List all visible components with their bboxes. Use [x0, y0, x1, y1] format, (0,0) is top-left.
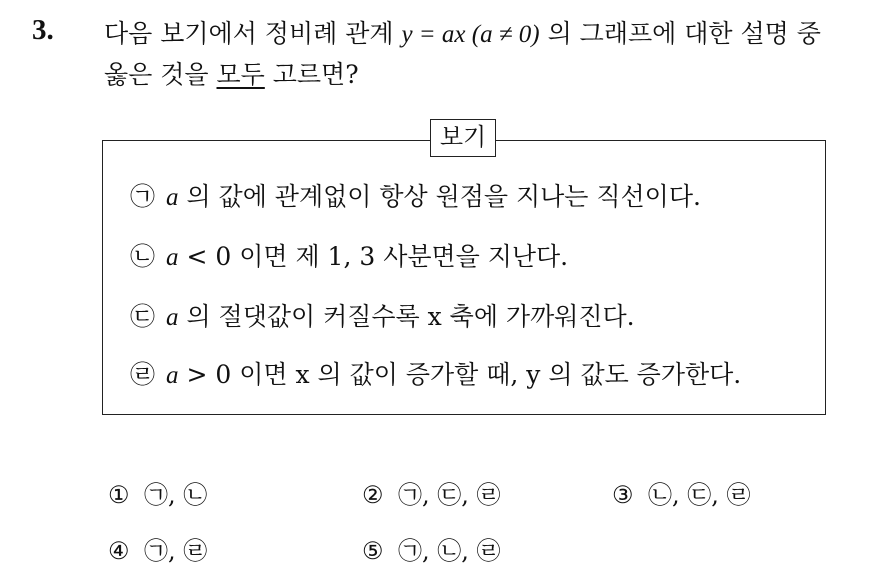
statement-text: 의 절댓값이 커질수록 x 축에 가까워진다.: [178, 302, 635, 331]
question-stem: [104, 14, 874, 95]
choice-1[interactable]: [108, 478, 207, 512]
stem-text: 고르면?: [264, 60, 359, 89]
question-number: 3.: [32, 14, 54, 46]
stem-line-2: [104, 55, 874, 95]
statement-text: > 0 이면 x 의 값이 증가할 때, y 의 값도 증가한다.: [178, 360, 742, 389]
choice-answer: ㉠, ㉣: [144, 537, 208, 565]
choice-number: ⑤: [362, 537, 384, 565]
choice-number: ④: [108, 537, 130, 565]
stem-text: 의 그래프에 대한 설명 중: [539, 19, 821, 48]
choice-answer: ㉠, ㉢, ㉣: [398, 481, 501, 509]
statement-4: [130, 358, 741, 393]
statement-mark: ㉡: [130, 242, 156, 271]
stem-text: 다음 보기에서 정비례 관계: [104, 19, 402, 48]
stem-text: 옳은 것을: [104, 60, 217, 89]
choice-answer: ㉡, ㉢, ㉣: [648, 481, 751, 509]
stem-emphasis: 모두: [216, 60, 265, 89]
choice-answer: ㉠, ㉡, ㉣: [398, 537, 501, 565]
statement-3: [130, 300, 635, 335]
stem-math: y = ax (a ≠ 0): [401, 21, 540, 48]
stem-line-1: [104, 14, 874, 55]
statement-var: a: [166, 244, 179, 271]
statement-var: a: [166, 304, 179, 331]
bogi-title: 보기: [430, 119, 496, 157]
choice-number: ③: [612, 481, 634, 509]
choice-3[interactable]: [612, 478, 751, 512]
choice-2[interactable]: [362, 478, 501, 512]
statement-text: < 0 이면 제 1, 3 사분면을 지난다.: [178, 242, 569, 271]
statement-text: 의 값에 관계없이 항상 원점을 지나는 직선이다.: [178, 182, 701, 211]
statement-mark: ㉣: [130, 360, 156, 389]
choice-number: ②: [362, 481, 384, 509]
statement-1: [130, 180, 701, 215]
statement-2: [130, 240, 568, 275]
statement-mark: ㉠: [130, 182, 156, 211]
choice-number: ①: [108, 481, 130, 509]
statement-var: a: [166, 184, 179, 211]
statement-mark: ㉢: [130, 302, 156, 331]
choice-5[interactable]: [362, 534, 501, 568]
statement-var: a: [166, 362, 179, 389]
choice-answer: ㉠, ㉡: [144, 481, 208, 509]
choice-4[interactable]: [108, 534, 207, 568]
